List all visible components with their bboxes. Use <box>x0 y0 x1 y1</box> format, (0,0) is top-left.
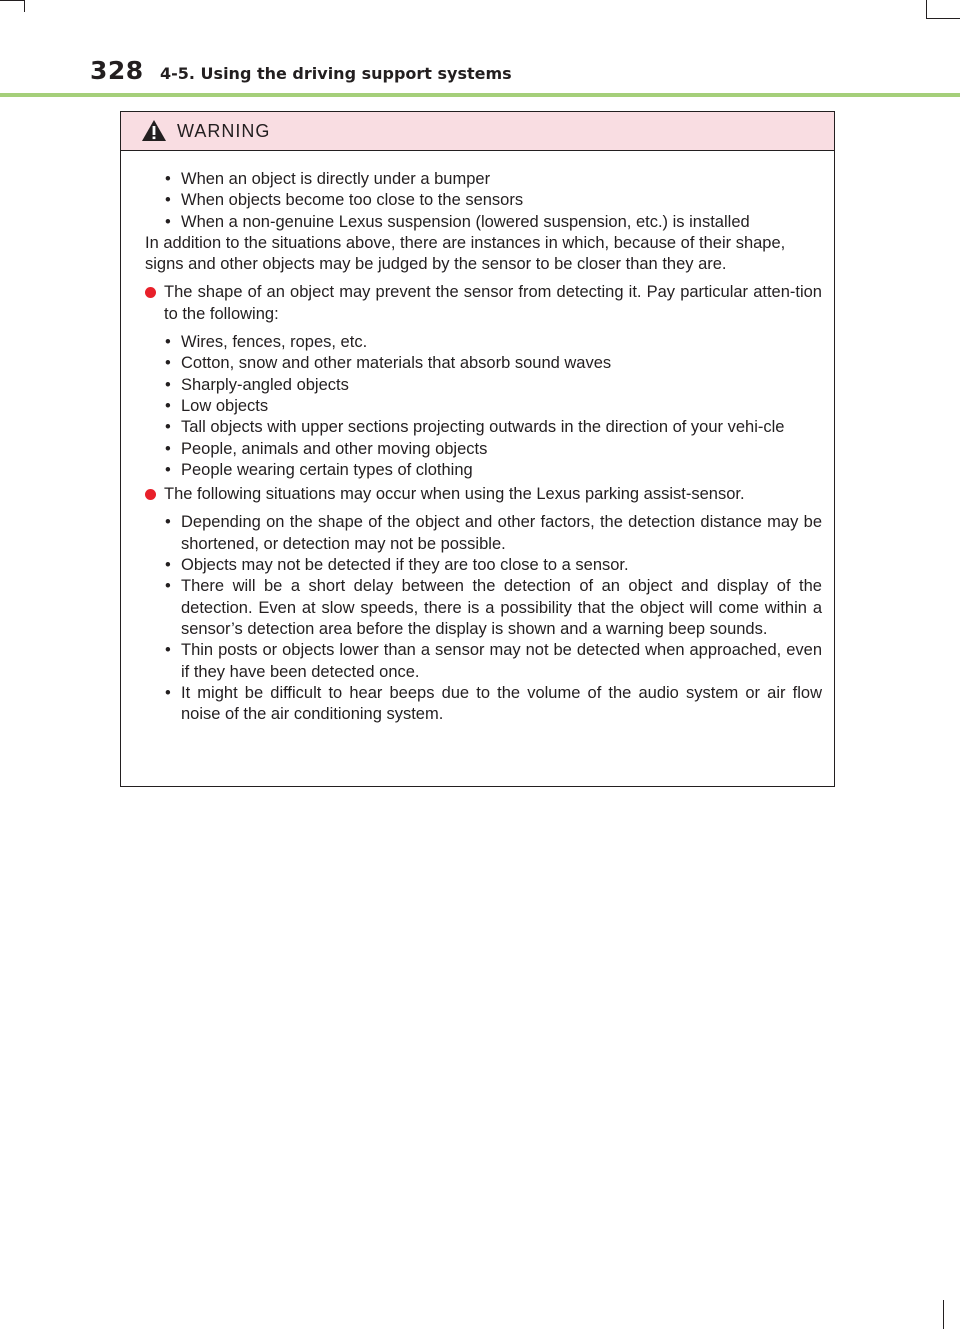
list-item: • Wires, fences, ropes, etc. <box>165 333 368 352</box>
sub-list <box>145 512 822 725</box>
sub-list <box>145 332 822 481</box>
warning-title: WARNING <box>177 121 271 141</box>
list-item: • People, animals and other moving objects <box>165 439 488 458</box>
list-item: • When a non-genuine Lexus suspension (lowered suspension, etc.) is installed <box>165 212 750 231</box>
warning-item <box>145 282 822 325</box>
warning-header <box>121 112 834 151</box>
list-item: • People wearing certain types of clothing <box>165 460 473 479</box>
warning-item-text: The shape of an object may prevent the sensor from detecting it. Pay particular atten-tion to the following: <box>164 283 822 323</box>
header-rule <box>0 93 960 97</box>
list-item: • Tall objects with upper sections projecting outwards in the direction of your vehi-cle <box>165 418 785 437</box>
warning-item <box>145 484 822 505</box>
list-item: • Objects may not be detected if they are too close to a sensor. <box>165 556 629 575</box>
intro-paragraph: In addition to the situations above, there are instances in which, because of their shape, signs and other objects may be judged by the sensor to be closer than they are. <box>145 233 786 274</box>
warning-triangle-icon <box>141 119 167 142</box>
warning-box <box>120 111 835 787</box>
list-item: • Sharply-angled objects <box>165 375 349 394</box>
list-item: • Cotton, snow and other materials that absorb sound waves <box>165 354 612 373</box>
list-item: • Thin posts or objects lower than a sensor may not be detected when approached, even if they have been detected once. <box>165 641 822 681</box>
red-bullet-icon <box>145 287 156 298</box>
warning-body <box>121 151 834 725</box>
page-header <box>0 0 960 100</box>
list-item: • When objects become too close to the sensors <box>165 191 524 210</box>
list-item: • There will be a short delay between the detection of an object and display of the detection. Even at slow speeds, there is a possibility that the object will come within a sensor’s detection area before the display is shown and a warning beep sounds. <box>165 577 822 638</box>
red-bullet-icon <box>145 489 156 500</box>
list-item: • Depending on the shape of the object and other factors, the detection distance may be shortened, or detection may not be possible. <box>165 513 822 553</box>
crop-mark <box>943 1300 944 1329</box>
section-title: 4-5. Using the driving support systems <box>160 64 512 83</box>
list-item: • Low objects <box>165 396 269 415</box>
list-item: • It might be difficult to hear beeps due to the volume of the audio system or air flow noise of the air conditioning system. <box>165 683 822 724</box>
list-item: • When an object is directly under a bumper <box>165 170 491 188</box>
warning-item-text: The following situations may occur when using the Lexus parking assist-sensor. <box>164 485 745 504</box>
page-number: 328 <box>90 56 144 85</box>
